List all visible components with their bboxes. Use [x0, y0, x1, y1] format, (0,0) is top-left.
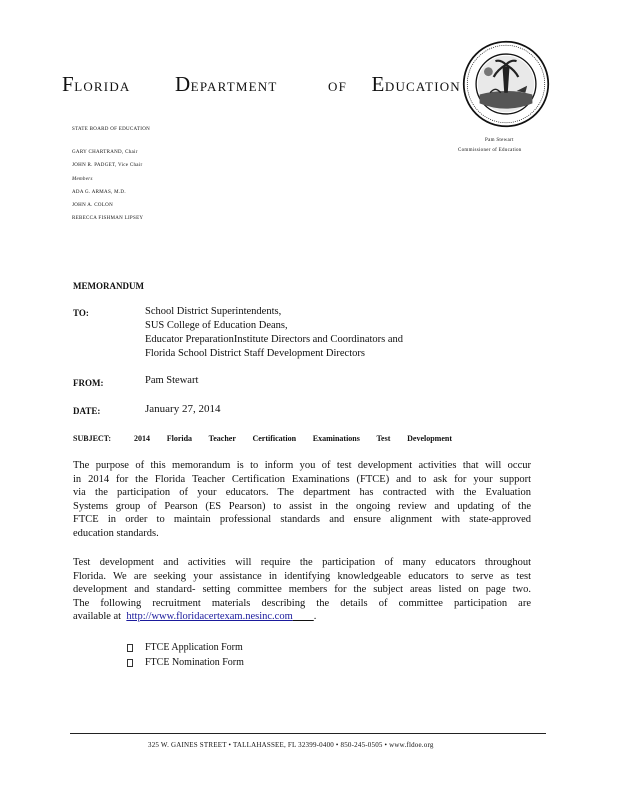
- paragraph-line-with-link: [73, 610, 531, 624]
- paragraph-2: [73, 556, 531, 624]
- link-suffix: .: [313, 611, 317, 622]
- paragraph-line: The following recruitment materials describing the details of committee participation are: [73, 597, 531, 609]
- board-member: JOHN A. COLON: [72, 203, 113, 208]
- paragraph-1: [73, 459, 531, 540]
- title-word-2: DEPARTMENT: [175, 72, 278, 96]
- ftce-website-link[interactable]: http://www.floridacertexam.nesinc.com: [126, 611, 293, 622]
- paragraph-line: Systems group of Pearson (ES Pearson) to assist in the ongoing review and updating of the: [73, 500, 531, 512]
- recipient-line: SUS College of Education Deans,: [145, 320, 288, 331]
- board-member: ADA G. ARMAS, M.D.: [72, 190, 126, 195]
- bullet-text: FTCE Application Form: [145, 642, 243, 653]
- commissioner-name: Pam Stewart: [485, 138, 514, 143]
- date-label: DATE:: [73, 406, 101, 416]
- bullet-item: [127, 642, 243, 653]
- available-at-text: available at: [73, 611, 122, 622]
- board-member: JOHN R. PADGET, Vice Chair: [72, 163, 143, 168]
- bullet-box-icon: [127, 659, 133, 667]
- from-value: Pam Stewart: [145, 375, 199, 386]
- paragraph-line: education standards.: [73, 527, 159, 539]
- footer-divider: [70, 733, 546, 734]
- recipient-line: School District Superintendents,: [145, 306, 282, 317]
- department-title: [62, 72, 461, 97]
- board-heading: STATE BOARD OF EDUCATION: [72, 127, 151, 132]
- to-recipients: [145, 305, 403, 361]
- paragraph-line: via the participation of your educators. The department has contracted with the Evaluation: [73, 487, 531, 498]
- state-seal-logo: [462, 40, 550, 128]
- paragraph-line: in 2014 for the Florida Teacher Certification Examinations (FTCE) and to ask for your support: [73, 473, 531, 485]
- to-label: TO:: [73, 308, 89, 318]
- footer-address: 325 W. GAINES STREET • TALLAHASSEE, FL 32399-0400 • 850-245-0505 • www.fldoe.org: [148, 741, 434, 749]
- paragraph-line: Florida. We are seeking your assistance in identifying knowledgeable educators to serve as test: [73, 570, 531, 582]
- paragraph-line: development and standard- setting committee members for the subject areas listed on page two.: [73, 584, 531, 595]
- board-member: GARY CHARTRAND, Chair: [72, 150, 138, 155]
- paragraph-line: Test development and activities will require the participation of many educators throughout: [73, 557, 531, 568]
- subject-value: 2014 Florida Teacher Certification Examinations Test Development: [134, 434, 452, 443]
- paragraph-line: FTCE in order to maintain professional standards and ensure alignment with state-approved: [73, 514, 531, 525]
- commissioner-title: Commissioner of Education: [458, 148, 522, 153]
- title-word-1: FLORIDA: [62, 72, 131, 96]
- memo-heading: MEMORANDUM: [73, 281, 144, 291]
- from-label: FROM:: [73, 378, 104, 388]
- paragraph-line: The purpose of this memorandum is to inform you of test development activities that will occur: [73, 460, 531, 471]
- bullet-text: FTCE Nomination Form: [145, 657, 244, 668]
- recipient-line: Educator PreparationInstitute Directors and Coordinators and: [145, 334, 404, 345]
- board-members-label: Members: [72, 177, 93, 182]
- title-word-3: OF: [328, 79, 348, 94]
- recipient-line: Florida School District Staff Development Directors: [145, 348, 365, 359]
- board-member: REBECCA FISHMAN LIPSEY: [72, 216, 144, 221]
- bullet-item: [127, 657, 244, 668]
- subject-label: SUBJECT:: [73, 434, 112, 443]
- title-word-4: EDUCATION: [371, 72, 461, 96]
- date-value: January 27, 2014: [145, 403, 221, 415]
- bullet-box-icon: [127, 644, 133, 652]
